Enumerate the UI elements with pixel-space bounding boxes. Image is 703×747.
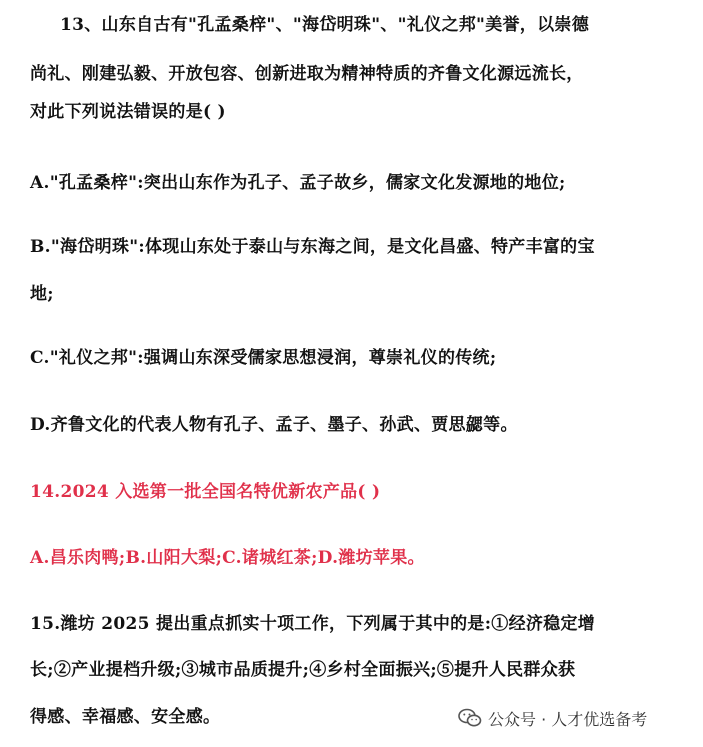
q13-option-b-line-1: B."海岱明珠":体现山东处于泰山与东海之间，是文化昌盛、特产丰富的宝 [30, 237, 595, 257]
q13-option-c: C."礼仪之邦":强调山东深受儒家思想浸润，尊崇礼仪的传统; [30, 348, 497, 368]
wechat-icon [458, 708, 482, 728]
q13-line-2: 尚礼、刚建弘毅、开放包容、创新进取为精神特质的齐鲁文化源远流长， [30, 64, 584, 84]
q13-line-1: 13、山东自古有"孔孟桑梓"、"海岱明珠"、"礼仪之邦"美誉，以崇德 [60, 15, 589, 35]
q13-option-b-line-2: 地; [30, 284, 54, 304]
watermark-text: 公众号 · 人才优选备考 [488, 709, 648, 729]
q15-line-2: 长;②产业提档升级;③城市品质提升;④乡村全面振兴;⑤提升人民群众获 [30, 660, 576, 680]
watermark [458, 706, 647, 730]
q14-line-1: 14.2024 入选第一批全国名特优新农产品( ) [30, 482, 381, 502]
q15-line-1: 15.潍坊 2025 提出重点抓实十项工作，下列属于其中的是:①经济稳定增 [30, 614, 596, 634]
q15-line-3: 得感、幸福感、安全感。 [30, 707, 221, 727]
q13-option-d: D.齐鲁文化的代表人物有孔子、孟子、墨子、孙武、贾思勰等。 [30, 415, 518, 435]
q14-options: A.昌乐肉鸭;B.山阳大梨;C.诸城红茶;D.潍坊苹果。 [30, 548, 425, 568]
q13-line-3: 对此下列说法错误的是( ) [30, 102, 226, 122]
q13-option-a: A."孔孟桑梓":突出山东作为孔子、孟子故乡，儒家文化发源地的地位; [30, 173, 566, 193]
